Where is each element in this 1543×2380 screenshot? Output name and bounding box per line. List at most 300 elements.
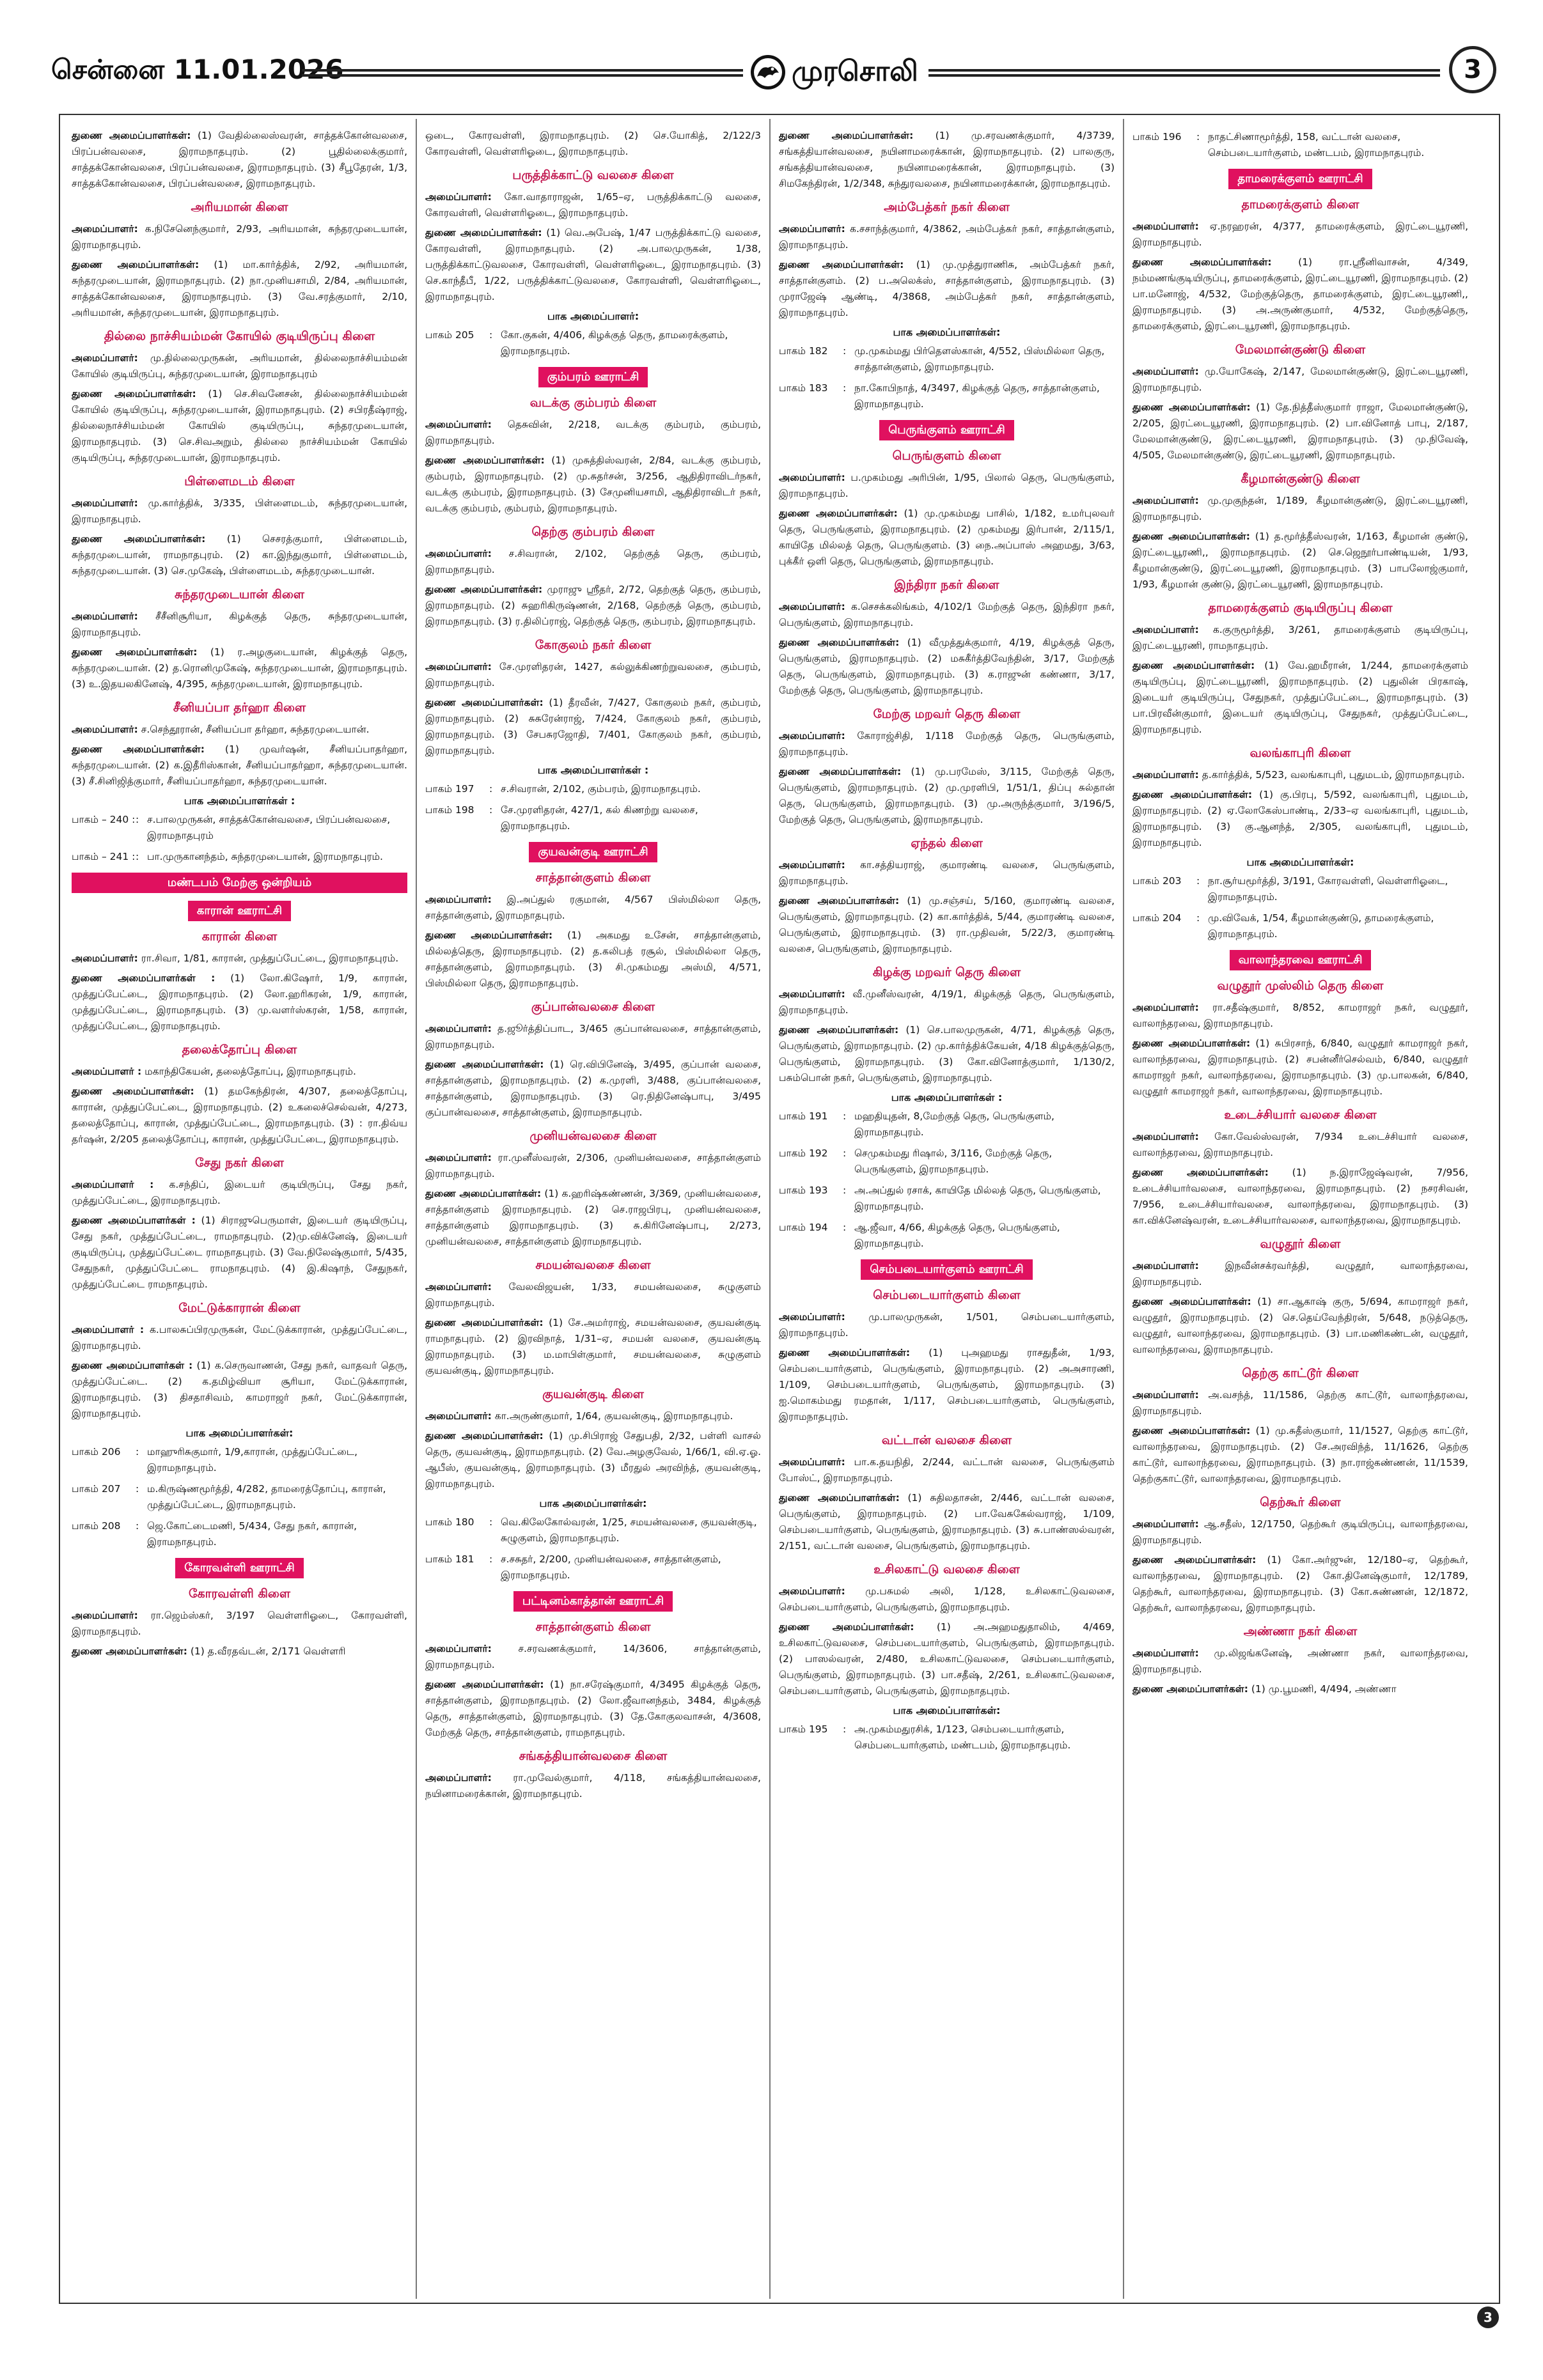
entry-details: (1) செசரத்குமார், பிள்ளைமடம், சுந்தரமுடையான், ராமநாதபுரம். (2) கா.இந்துகுமார், பிள்ளைமடம், சுந்தரமுடையான். (3) செ.முகேஷ், பிள்ளைமடம், சுந்தரமுடையான்.: [72, 533, 407, 577]
branch-heading: அம்பேத்கர் நகர் கிளை: [884, 200, 1010, 214]
branch-heading: சீனியப்பா தர்ஹா கிளை: [173, 701, 306, 715]
booth-subheading: பாக அமைப்பாளர்கள்:: [539, 1497, 647, 1509]
entry-details: (1) சிராஜுபெருமாள், இடையர் குடியிருப்பு, சேது நகர், முத்துப்பேட்டை, ராமநாதபுரம். (2)மு.விக்னேஷ், இடையர் குடியிருப்பு, முத்துப்பேட்டை ராமநாதபுரம். (3) வே.நிலேஷ்குமார், 5/435, சேதுநகர், முத்துப்பேட்டை ராமநாதபுரம். (4) இ.கிஷாந், சேதுநகர், முத்துப்பேட்டை ராமநாதபுரம்.: [72, 1215, 407, 1290]
booth-number: பாகம் 204: [1132, 912, 1182, 924]
booth-separator: :: [489, 1553, 493, 1565]
entry-details: (1) க.செருவாணன், சேது நகர், வாதவர் தெரு, முத்துப்பேட்டை. (2) க.தமிழ்வியா சூரியா, மேட்டுக்காரான், இராமநாதபுரம். (3) திசதாசிவம், காமராஜர் நகர், மேட்டுக்காரான், இராமநாதபுரம்.: [72, 1360, 407, 1419]
entry-details: க.சசாந்த்குமார், 4/3862, அம்பேத்கர் நகர், சாத்தான்குளம், இராமநாதபுரம்.: [779, 223, 1115, 251]
booth-subheading: பாக அமைப்பாளர்:: [547, 310, 639, 322]
entry-paragraph: [425, 1279, 761, 1311]
entry-role-label: துணை அமைப்பாளர்கள்:: [779, 766, 902, 777]
entry-role-label: துணை அமைப்பாளர்கள்:: [425, 1188, 542, 1199]
entry-role-label: துணை அமைப்பாளர்கள்:: [72, 646, 198, 658]
entry-details: கோ.வேல்ஸ்வரன், 7/934 உடைச்சியார் வலசை, வாலாந்தரவை, இராமநாதபுரம்.: [1132, 1131, 1468, 1158]
entry-role-label: துணை அமைப்பாளர்கள்:: [779, 508, 898, 519]
booth-entry: [779, 343, 1115, 375]
entry-role-label: துணை அமைப்பாளர்கள்:: [1132, 401, 1251, 413]
masthead-logo: [749, 50, 922, 92]
branch-heading: மேலமான்குண்டு கிளை: [1235, 343, 1366, 357]
entry-details: (1) வேதில்லைஸ்வரன், சாத்தக்கோன்வலசை, பிரப்பன்வலசை, இராமநாதபுரம். (2) பூதில்லைக்குமார், சாத்தக்கோன்வலசை, பிரப்பன்வலசை, இராமநாதபுரம். (3) சீபூதேரன், 1/3, சாத்தக்கோன்வலசை, பிரப்பன்வலசை, இராமநாதபுரம்.: [72, 130, 407, 189]
branch-heading: கோகுலம் நகர் கிளை: [535, 638, 652, 652]
panchayat-banner: கும்பரம் ஊராட்சி: [538, 367, 648, 387]
entry-details: ரா.சதீஷ்குமார், 8/852, காமராஜர் நகர், வழுதூர், வாலாந்தரவை, இராமநாதபுரம்.: [1132, 1002, 1468, 1029]
entry-role-label: துணை அமைப்பாளர்கள்:: [425, 697, 544, 708]
entry-details: பா.க.தயநிதி, 2/244, வட்டான் வலசை, பெருங்குளம் போஸ்ட், இராமநாதபுரம்.: [779, 1456, 1115, 1484]
entry-details: (1) வே.ஹமீரான், 1/244, தாமரைக்குளம் குடியிருப்பு, இரட்டையூரணி, இராமநாதபுரம். (2) புதுலின் பிரகாஷ், இடையர் குடியிருப்பு, சேதுநகர், முத்துப்பேட்டை, இராமநாதபுரம். (3) பா.பிரவீன்குமார், இடையர் குடியிருப்பு, சேதுநகர், முத்துப்பேட்டை, இராமநாதபுரம்.: [1132, 660, 1468, 735]
panchayat-banner: காரான் ஊராட்சி: [188, 901, 291, 921]
entry-paragraph: [425, 225, 761, 305]
booth-subheading: பாக அமைப்பாளர்கள் :: [184, 795, 295, 807]
entry-paragraph: [1132, 787, 1468, 851]
entry-paragraph: [425, 695, 761, 759]
entry-paragraph: [779, 893, 1115, 957]
entry-role-label: துணை அமைப்பாளர்கள்:: [425, 227, 542, 238]
masthead: [51, 46, 1500, 97]
branch-heading: கிழக்கு மறவர் தெரு கிளை: [872, 965, 1021, 979]
entry-paragraph: [72, 221, 407, 253]
entry-paragraph: [72, 951, 407, 967]
entry-role-label: அமைப்பாளர்:: [779, 1585, 845, 1597]
entry-role-label: அமைப்பாளர்:: [425, 191, 492, 203]
booth-details: கோ.குகன், 4/406, கிழக்குத் தெரு, தாமரைக்குளம், இராமநாதபுரம்.: [501, 329, 728, 357]
entry-role-label: அமைப்பாளர்:: [425, 1152, 492, 1163]
entry-role-label: துணை அமைப்பாளர்கள்:: [1132, 789, 1253, 800]
branch-heading: சாத்தான்குளம் கிளை: [535, 1620, 651, 1634]
branch-heading: செம்படையார்குளம் கிளை: [873, 1288, 1021, 1302]
entry-paragraph: [72, 1177, 407, 1209]
entry-details: அ.வசந்த், 11/1586, தெற்கு காட்டூர், வாலாந்தரவை, இராமநாதபுரம்.: [1132, 1389, 1468, 1417]
branch-heading: தெற்கு காட்டூர் கிளை: [1242, 1366, 1359, 1380]
entry-details: (1) மு.முகம்மது பாசில், 1/182, உமர்புலவர் தெரு, பெருங்குளம், இராமநாதபுரம். (2) முகம்மது இர்பான், 2/115/1, காயிதே மில்லத் தெரு, பெருங்குளம். (3) நை.அப்பாஸ் அஹமது, 3/63, புக்கீர் ஒளி தெரு, பெருங்குளம், இராமநாதபுரம்.: [779, 508, 1115, 567]
entry-role-label: அமைப்பாளர்:: [425, 1023, 492, 1034]
entry-paragraph: [1132, 1387, 1468, 1419]
branch-heading: வழுதூர் முஸ்லிம் தெரு கிளை: [1217, 979, 1384, 993]
entry-paragraph: [425, 417, 761, 449]
entry-paragraph: [779, 1309, 1115, 1341]
entry-details: (1) ரெ.விபினேஷ், 3/495, குப்பான் வலசை, சாத்தான்குளம், இராமநாதபுரம். (2) க.முரளி, 3/488, குப்பான்வலசை, சாத்தான்குளம், இராமநாதபுரம். (3) ரெ.நிதினேஷ்பாபு, 3/495 குப்பான்வலசை, சாத்தான்குளம், இராமநாதபுரம்.: [425, 1059, 761, 1118]
entry-paragraph: [425, 582, 761, 630]
column-rule: [1123, 119, 1124, 2299]
entry-details: மு.யோகேஷ், 2/147, மேலமான்குண்டு, இரட்டையூரணி, இராமநாதபுரம்.: [1132, 366, 1468, 393]
entry-role-label: அமைப்பாளர் :: [72, 1324, 145, 1335]
entry-role-label: துணை அமைப்பாளர்கள்:: [72, 533, 206, 545]
entry-role-label: அமைப்பாளர்:: [72, 497, 138, 509]
entry-details: க.நிசேனெந்குமார், 2/93, அரியமான், சுந்தரமுடையான், இராமநாதபுரம்.: [72, 223, 407, 251]
booth-number: பாகம் 207: [72, 1483, 121, 1495]
booth-entry: [72, 812, 407, 844]
entry-role-label: துணை அமைப்பாளர்கள்:: [1132, 660, 1255, 671]
booth-separator: :: [1196, 912, 1200, 924]
booth-separator: :: [136, 814, 139, 825]
entry-paragraph: [72, 722, 407, 738]
entry-role-label: அமைப்பாளர்:: [1132, 624, 1199, 635]
entry-role-label: அமைப்பாளர்:: [425, 1281, 492, 1293]
booth-number: பாகம் 195: [779, 1723, 828, 1735]
entry-details: ரா.ஜெம்ஸ்கர், 3/197 வெள்ளரிஓடை, கோரவள்ளி, இராமநாதபுரம்.: [72, 1610, 407, 1637]
booth-entry: [425, 802, 761, 834]
entry-paragraph: [1132, 493, 1468, 525]
entry-role-label: துணை அமைப்பாளர்கள்:: [779, 895, 900, 906]
footer-page-number: 3: [1477, 2306, 1499, 2328]
entry-paragraph: [425, 1677, 761, 1741]
booth-details: மஹதியுதன், 8,மேற்குத் தெரு, பெருங்குளம், இராமநாதபுரம்.: [854, 1110, 1054, 1138]
entry-paragraph: [72, 531, 407, 579]
entry-role-label: அமைப்பாளர்:: [425, 661, 492, 673]
entry-paragraph: [425, 1315, 761, 1379]
entry-paragraph: [1132, 254, 1468, 334]
entry-paragraph: [1132, 1000, 1468, 1032]
entry-paragraph: [72, 1358, 407, 1422]
entry-role-label: துணை அமைப்பாளர்கள்:: [72, 259, 200, 270]
entry-paragraph: [779, 128, 1115, 192]
entry-paragraph: [72, 386, 407, 466]
branch-heading: சங்கத்தியான்வலசை கிளை: [519, 1749, 668, 1763]
booth-entry: [72, 849, 407, 865]
entry-role-label: துணை அமைப்பாளர்கள்:: [425, 1059, 544, 1070]
entry-role-label: அமைப்பாளர்:: [72, 724, 138, 735]
booth-number: பாகம் – 241 :: [72, 851, 136, 862]
booth-number: பாகம் 191: [779, 1110, 828, 1122]
entry-role-label: துணை அமைப்பாளர்கள்:: [1132, 256, 1272, 268]
booth-entry: [425, 781, 761, 797]
entry-role-label: துணை அமைப்பாளர்கள்:: [425, 455, 545, 466]
booth-subheading: பாக அமைப்பாளர்கள் :: [891, 1091, 1003, 1103]
booth-entry: [779, 1220, 1115, 1252]
branch-heading: அரியமான் கிளை: [191, 200, 288, 214]
entry-paragraph: [1132, 1423, 1468, 1487]
entry-details: (1) முவர்ஷன், சீனியப்பாதர்ஹா, சுந்தரமுடையான். (2) க.இதீரிஸ்கான், சீனியப்பாதர்ஹா, சுந்தரமுடையான். (3) சீ.சினிஜித்குமார், சீனியப்பாதர்ஹா, சுந்தரமுடையான்.: [72, 743, 407, 787]
booth-number: பாகம் 196: [1132, 131, 1182, 143]
booth-separator: :: [1196, 131, 1200, 143]
union-banner: மண்டபம் மேற்கு ஒன்றியம்: [72, 873, 407, 893]
entry-details: ச.சிவரான், 2/102, தெற்குத் தெரு, கும்பரம், இராமநாதபுரம்.: [425, 548, 761, 575]
booth-number: பாகம் – 240 :: [72, 814, 136, 825]
booth-entry: [425, 1514, 761, 1546]
booth-subheading: பாக அமைப்பாளர்கள்:: [185, 1427, 294, 1439]
entry-paragraph: [72, 1608, 407, 1640]
entry-paragraph: [425, 1641, 761, 1673]
entry-details: (1) முசுத்திஸ்வரன், 2/84, வடக்கு கும்பரம், கும்பரம், இராமநாதபுரம். (2) மு.சுதர்சன், 3/256, ஆதிதிராவிடர்நகர், வடக்கு கும்பரம், இராமநாதபுரம். (3) சேமுனியசாமி, ஆதிதிராவிடர் நகர், வடக்கு கும்பரம், கும்பரம், இராமநாதபுரம்.: [425, 455, 761, 514]
booth-separator: :: [489, 783, 493, 795]
branch-heading: சேது நகர் கிளை: [195, 1156, 284, 1170]
booth-number: பாகம் 194: [779, 1222, 828, 1233]
entry-paragraph: [779, 1022, 1115, 1086]
entry-role-label: அமைப்பாளர்:: [779, 988, 845, 1000]
booth-details: நா.சூர்யமூர்த்தி, 3/191, கோரவள்ளி, வெள்ளரிஓடை, இராமநாதபுரம்.: [1208, 875, 1448, 903]
entry-details: (1) சா.ஆகாஷ் குரு, 5/694, காமராஜர் நகர், வழுதூர், இராமநாதபுரம். (2) செ.தெய்வேந்திரன், 5/648, நடுத்தெரு, வழுதூர், வாலாந்தரவை, இராமநாதபுரம். (3) பா.மணிகண்டன், வழுதூர், வாலாந்தரவை, இராமநாதபுரம்.: [1132, 1296, 1468, 1355]
entry-role-label: அமைப்பாளர்:: [425, 1410, 492, 1422]
entry-paragraph: [72, 1213, 407, 1293]
entry-role-label: துணை அமைப்பாளர்கள்:: [1132, 1683, 1248, 1695]
entry-details: க.செசக்கலிங்கம், 4/102/1 மேற்குத் தெரு, இந்திரா நகர், பெருங்குளம், இராமநாதபுரம்.: [779, 601, 1115, 628]
column-4: [1132, 128, 1468, 2295]
entry-details: ஆ.சதீஸ், 12/1750, தெற்கூர் குடியிருப்பு, வாலாந்தரவை, இராமநாதபுரம்.: [1132, 1518, 1468, 1546]
entry-role-label: துணை அமைப்பாளர்கள்:: [72, 388, 196, 400]
booth-separator: :: [843, 1110, 847, 1122]
booth-details: பா.முருகானந்தம், சுந்தரமுடையான், இராமநாதபுரம்.: [147, 851, 383, 862]
booth-entry: [1132, 910, 1468, 942]
entry-role-label: துணை அமைப்பாளர்கள்:: [1132, 1425, 1251, 1436]
entry-role-label: துணை அமைப்பாளர்கள்:: [425, 1317, 544, 1328]
entry-paragraph: [1132, 1294, 1468, 1358]
booth-separator: :: [489, 804, 493, 816]
entry-details: (1) தமகேந்திரன், 4/307, தலைத்தோப்பு, காரான், முத்துப்பேட்டை, இராமநாதபுரம். (2) உகலைச்செல்வன், 4/273, தலைத்தோப்பு, காரான், முத்துப்பேட்டை, இராமநாதபுரம். (3) : ரா.திவ்ய தர்ஷன், 2/205 தலைத்தோப்பு, காரான், முத்துப்பேட்டை, இராமநாதபுரம்.: [72, 1085, 407, 1145]
booth-details: ச.பாலமுருகன், சாத்தக்கோன்வலசை, பிரப்பன்வலசை, இராமநாதபுரம்: [147, 814, 391, 841]
entry-paragraph: [425, 1408, 761, 1424]
booth-entry: [779, 1722, 1115, 1754]
entry-paragraph: [1132, 1036, 1468, 1100]
entry-details: (1) தே.நித்தீஸ்குமார் ராஜா, மேலமான்குண்டு, 2/205, இரட்டையூரணி, இராமநாதபுரம். (2) பா.வினோத் பாபு, 2/187, மேலமான்குண்டு, இரட்டையூரணி, இராமநாதபுரம். (3) மு.நிவேஷ், 4/505, மேலமான்குண்டு, இரட்டையூரணி, இராமநாதபுரம்.: [1132, 401, 1468, 461]
entry-details: (1) நா.சரேஷ்குமார், 4/3495 கிழக்குத் தெரு, சாத்தான்குளம், இராமநாதபுரம். (2) லோ.ஜீவானந்தம், 3484, கிழக்குத் தெரு, சாத்தான்குளம், இராமநாதபுரம். (3) தே.கோகுலவாசன், 4/3608, மேற்குத் தெரு, சாத்தான்குளம், ராமநாதபுரம்.: [425, 1679, 761, 1738]
entry-details: மகாந்திகேயன், தலைத்தோப்பு, இராமநாதபுரம்.: [141, 1066, 356, 1077]
entry-role-label: அமைப்பாளர்:: [1132, 1389, 1199, 1401]
entry-paragraph: [425, 546, 761, 578]
entry-details: (1) க.ஹரிஷ்கண்ணன், 3/369, முனியன்வலசை, சாத்தான்குளம் இராமநாதபுரம். (2) செ.ராஜபிரபு, முனியன்வலசை, சாத்தான்குளம் இராமநாதபுரம். (3) சு.கிரினேஷ்பாபு, 2/273, முனியன்வலசை, சாத்தான்குளம் இராமநாதபுரம்.: [425, 1188, 761, 1247]
branch-heading: மேட்டுக்காரான் கிளை: [178, 1301, 301, 1315]
entry-role-label: அமைப்பாளர்:: [779, 730, 845, 742]
branch-heading: தில்லை நாச்சியம்மன் கோயில் குடியிருப்பு கிளை: [104, 329, 375, 343]
booth-entry: [779, 1146, 1115, 1178]
entry-role-label: துணை அமைப்பாளர்கள்:: [425, 929, 553, 941]
booth-separator: :: [843, 1147, 847, 1159]
entry-details: (1) மா.கார்த்திக், 2/92, அரியமான், சுந்தரமுடையான், இராமநாதபுரம். (2) நா.முனியசாமி, 2/84, அரியமான், சாத்தக்கோன்வலசை, இராமநாதபுரம். (3) வே.சரத்குமார், 2/10, அரியமான், சுந்தரமுடையான், இராமநாதபுரம்.: [72, 259, 407, 318]
branch-heading: கோரவள்ளி கிளை: [188, 1587, 291, 1601]
entry-details: கா.சத்தியராஜ், குமாரண்டி வலசை, பெருங்குளம், இராமநாதபுரம்.: [779, 859, 1115, 887]
booth-separator: :: [843, 1185, 847, 1196]
entry-details: (1) ரா.ஸ்ரீனிவாசன், 4/349, நம்மணங்குடியிருப்பு, தாமரைக்குளம், இரட்டையூரணி, இராமநாதபுரம். (2) பா.மனோஜ், 4/532, மேற்குத்தெரு, தாமரைக்குளம், இரட்டையூரணி,, இராமநாதபுரம். (3) அ.அருண்குமார், 4/532, மேற்குத்தெரு, தாமரைக்குளம், இரட்டையூரணி, இராமநாதபுரம்.: [1132, 256, 1468, 332]
entry-paragraph: [1132, 1681, 1468, 1697]
entry-details: (1) மு.முத்துராணிசு, அம்பேத்கர் நகர், சாத்தான்குளம். (2) ப.அலெக்ஸ், சாத்தான்குளம், இராமநாதபுரம். (3) முராஜேஷ் ஆண்டி, 4/3868, அம்பேத்கர் நகர், சாத்தான்குளம், இராமநாதபுரம்.: [779, 259, 1115, 318]
entry-details: (1) மு.சஞ்சய், 5/160, குமாரண்டி வலசை, பெருங்குளம், இராமநாதபுரம். (2) கா.கார்த்திக், 5/44, குமாரண்டி வலசை, பெருங்குளம், இராமநாதபுரம். (3) ரா.முதிவன், 5/22/3, குமாரண்டி வலசை, பெருங்குளம், இராமநாதபுரம்.: [779, 895, 1115, 954]
column-3: [779, 128, 1115, 2295]
entry-paragraph: [1132, 767, 1468, 783]
booth-number: பாகம் 206: [72, 1446, 121, 1458]
entry-paragraph: [779, 1490, 1115, 1554]
entry-details: (1) தீரவீன், 7/427, கோகுலம் நகர், கும்பரம், இராமநாதபுரம். (2) சுசுரேன்ராஜ், 7/424, கோகுலம் நகர், கும்பரம், இராமநாதபுரம். (3) சேபசுரஜோதி, 7/401, கோகுலம் நகர், கும்பரம், இராமநாதபுரம்.: [425, 697, 761, 756]
entry-paragraph: [425, 928, 761, 992]
booth-entry: [425, 327, 761, 359]
booth-entry: [779, 380, 1115, 412]
entry-role-label: அமைப்பாளர்:: [1132, 1647, 1199, 1659]
entry-paragraph: [779, 1454, 1115, 1486]
column-rule: [416, 119, 417, 2299]
entry-role-label: துணை அமைப்பாளர்கள்:: [72, 1085, 194, 1097]
entry-details: ப.முகம்மது அரிபின், 1/95, பிலால் தெரு, பெருங்குளம், இராமநாதபுரம்.: [779, 472, 1115, 499]
entry-details: (1) த.மூர்த்தீஸ்வரன், 1/163, கீழமான் குண்டு, இரட்டையூரணி,, இராமநாதபுரம். (2) செ.ஜெநூர்பாண்டியன், 1/93, கீழமான்குண்டு, இரட்டையூரணி, இராமநாதபுரம். (3) பாபலோஜ்குமார், 1/93, கீழமான் குண்டு, இரட்டையூரணி, இராமநாதபுரம்.: [1132, 531, 1468, 590]
booth-details: மாஹுரிசுகுமார், 1/9,காரான், முத்துப்பேட்டை, இராமநாதபுரம்.: [147, 1446, 358, 1474]
entry-details: த.கார்த்திக், 5/523, வலங்காபுரி, புதுமடம், இராமநாதபுரம்.: [1198, 769, 1465, 781]
entry-role-label: அமைப்பாளர்:: [779, 859, 845, 871]
entry-paragraph: [1132, 1165, 1468, 1229]
branch-heading: தாமரைக்குளம் கிளை: [1241, 198, 1359, 212]
entry-role-label: அமைப்பாளர்:: [425, 1772, 492, 1784]
booth-entry: [1132, 873, 1468, 905]
entry-paragraph: [425, 1770, 761, 1802]
branch-heading: வலங்காபுரி கிளை: [1249, 746, 1351, 760]
branch-heading: வழுதூர் கிளை: [1260, 1237, 1341, 1251]
entry-paragraph: [779, 857, 1115, 889]
entry-paragraph: [72, 970, 407, 1034]
entry-role-label: அமைப்பாளர்:: [1132, 1002, 1199, 1013]
entry-role-label: துணை அமைப்பாளர்கள்:: [1132, 1167, 1269, 1178]
entry-details: கா.அருண்குமார், 1/64, குயவன்குடி, இராமநாதபுரம்.: [491, 1410, 733, 1422]
branch-heading: குப்பான்வலசை கிளை: [531, 1000, 655, 1014]
branch-heading: தாமரைக்குளம் குடியிருப்பு கிளை: [1208, 601, 1393, 615]
entry-paragraph: [779, 257, 1115, 321]
entry-role-label: அமைப்பாளர்:: [1132, 221, 1199, 232]
entry-paragraph: [779, 470, 1115, 502]
entry-paragraph: [779, 728, 1115, 760]
entry-details: கோ.வாதாராஜன், 1/65–ஏ, பருத்திக்காட்டு வலசை, கோரவள்ளி, வெள்ளரிஓடை, இராமநாதபுரம்.: [425, 191, 761, 219]
entry-details: வீ.முனீஸ்வரன், 4/19/1, கிழக்குத் தெரு, பெருங்குளம், இராமநாதபுரம்.: [779, 988, 1115, 1016]
entry-paragraph: [1132, 1129, 1468, 1161]
entry-paragraph: [779, 599, 1115, 631]
booth-separator: :: [843, 382, 847, 394]
branch-heading: இந்திரா நகர் கிளை: [894, 578, 999, 592]
entry-details: (1) அ.அஹமதுதாலிம், 4/469, உசிலகாட்டுவலசை, செம்படையார்குளம், பெருங்குளம், இராமநாதபுரம். (2) பாஸல்வரன், 2/480, உசிலகாட்டுவலசை, செம்படையார்குளம், பெருங்குளம், இராமநாதபுரம். (3) பா.சதீஷ், 2/261, உசிலகாட்டுவலசை, செம்படையார்குளம், பெருங்குளம், இராமநாதபுரம்.: [779, 1621, 1115, 1697]
branch-heading: பிள்ளைமடம் கிளை: [184, 474, 295, 488]
entry-details: சே.முரளிதரன், 1427, கல்லுக்கிணற்றுவலசை, கும்பரம், இராமநாதபுரம்.: [425, 661, 761, 688]
entry-role-label: துணை அமைப்பாளர்கள்:: [779, 1347, 911, 1358]
column-1: [72, 128, 407, 2295]
entry-role-label: துணை அமைப்பாளர்கள் :: [72, 1360, 193, 1371]
entry-details: ஏ.நரஹரன், 4/377, தாமரைக்குளம், இரட்டையூரணி, இராமநாதபுரம்.: [1132, 221, 1468, 248]
entry-role-label: துணை அமைப்பாளர்கள்:: [72, 1645, 187, 1657]
panchayat-banner: செம்படையார்குளம் ஊராட்சி: [861, 1259, 1032, 1280]
booth-details: அ.முகம்மதுரசிக், 1/123, செம்படையார்குளம், செம்படையார்குளம், மண்டபம், இராமநாதபுரம்.: [854, 1723, 1071, 1751]
entry-paragraph: [425, 659, 761, 691]
entry-role-label: அமைப்பாளர்:: [779, 223, 845, 235]
panchayat-banner: கோரவள்ளி ஊராட்சி: [175, 1558, 303, 1578]
booth-number: பாகம் 183: [779, 382, 828, 394]
entry-paragraph: [1132, 622, 1468, 654]
branch-heading: மேற்கு மறவர் தெரு கிளை: [873, 707, 1021, 721]
entry-role-label: அமைப்பாளர்:: [72, 611, 138, 622]
entry-paragraph: [1132, 1552, 1468, 1616]
branch-heading: பெருங்குளம் கிளை: [892, 449, 1001, 463]
entry-role-label: துணை அமைப்பாளர்கள் :: [72, 1215, 196, 1226]
entry-paragraph: [779, 1619, 1115, 1699]
entry-details: (1) சுதிலதாசன், 2/446, வட்டான் வலசை, பெருங்குளம், இராமநாதபுரம். (2) பா.வேசுகேல்வராஜ், 1/109, செம்படையார்குளம், பெருங்குளம், இராமநாதபுரம். (3) சு.பாண்ஸல்வரன், 2/151, வட்டான் வலசை, பெருங்குளம், இராமநாதபுரம்.: [779, 1492, 1115, 1552]
panchayat-banner: குயவன்குடி ஊராட்சி: [529, 842, 657, 862]
masthead-page-number: 3: [1449, 46, 1496, 93]
entry-details: தெசுவின், 2/218, வடக்கு கும்பரம், கும்பரம், இராமநாதபுரம்.: [425, 419, 761, 446]
entry-details: ச.செந்தூரான், சீனியப்பா தர்ஹா, சுந்தரமுடையான்.: [137, 724, 370, 735]
booth-entry: [425, 1552, 761, 1583]
branch-heading: ஏந்தல் கிளை: [911, 836, 983, 850]
entry-role-label: துணை அமைப்பாளர்கள்:: [779, 259, 904, 270]
entry-details: (1) ந.இராஜேஷ்வரன், 7/956, உடைச்சியார்வலசை, வாலாந்தரவை, இராமநாதபுரம். (2) நசரசிவன், 7/956, உடைச்சியார்வலசை, வாலாந்தரவை, இராமநாதபுரம். (3) கா.விக்னேஷ்வரன், உடைச்சியார்வலசை, வாலாந்தரவை, இராமநாதபுரம்.: [1132, 1167, 1468, 1226]
branch-heading: கீழமான்குண்டு கிளை: [1241, 472, 1360, 486]
entry-paragraph: [779, 1583, 1115, 1615]
entry-paragraph: [425, 1150, 761, 1182]
entry-details: மு.பசுமல் அலி, 1/128, உசிலகாட்டுவலசை, செம்படையார்குளம், பெருங்குளம், இராமநாதபுரம்.: [779, 1585, 1115, 1613]
booth-number: பாகம் 192: [779, 1147, 828, 1159]
entry-role-label: அமைப்பாளர்:: [72, 223, 138, 235]
entry-role-label: துணை அமைப்பாளர்கள் :: [72, 972, 215, 984]
booth-separator: :: [136, 1446, 139, 1458]
branch-heading: வட்டான் வலசை கிளை: [881, 1433, 1012, 1447]
entry-role-label: துணை அமைப்பாளர்கள்:: [72, 743, 205, 755]
entry-role-label: அமைப்பாளர்:: [72, 1610, 138, 1621]
entry-role-label: அமைப்பாளர்:: [1132, 769, 1199, 781]
entry-paragraph: [1132, 1645, 1468, 1677]
entry-paragraph: [72, 1644, 407, 1660]
booth-separator: :: [136, 1483, 139, 1495]
column-rule: [769, 119, 771, 2299]
booth-number: பாகம் 203: [1132, 875, 1182, 887]
panchayat-banner: தாமரைக்குளம் ஊராட்சி: [1228, 169, 1372, 189]
entry-details: ரா.சிவா, 1/81, காரான், முத்துப்பேட்டை, இராமநாதபுரம்.: [137, 953, 399, 964]
booth-details: நா.கோபிநாத், 4/3497, கிழக்குத் தெரு, சாத்தான்குளம், இராமநாதபுரம்.: [854, 382, 1100, 410]
booth-details: மு.முகம்மது பிர்தௌஸ்கான், 4/552, பிஸ்மில்லா தெரு, சாத்தான்குளம், இராமநாதபுரம்.: [854, 345, 1105, 373]
entry-paragraph: [1132, 219, 1468, 251]
entry-role-label: அமைப்பாளர் :: [72, 1179, 154, 1190]
entry-paragraph: [1132, 1516, 1468, 1548]
entry-paragraph: [425, 1021, 761, 1053]
entry-details: (1) கோ.அர்ஜுன், 12/180–ஏ, தெற்கூர், வாலாந்தரவை, இராமநாதபுரம். (2) கோ.தினேஷ்குமார், 12/1789, தெற்கூர், வாலாந்தரவை, இராமநாதபுரம். (3) கோ.சுண்ணன், 12/1872, தெற்கூர், வாலாந்தரவை, இராமநாதபுரம்.: [1132, 1554, 1468, 1614]
booth-separator: :: [843, 1222, 847, 1233]
entry-paragraph: [72, 644, 407, 692]
entry-details: க.பாலசுப்பிரமுருகன், மேட்டுக்காரான், முத்துப்பேட்டை, இராமநாதபுரம்.: [72, 1324, 407, 1351]
booth-subheading: பாக அமைப்பாளர்கள்:: [1246, 856, 1354, 868]
booth-details: சே.முரளிதரன், 427/1, கல் கிணற்று வலசை, இராமநாதபுரம்.: [501, 804, 698, 832]
entry-details: (1) புஅஹமது ராசதுதீன், 1/93, செம்படையார்குளம், பெருங்குளம், இராமநாதபுரம். (2) அஅசாரணி, 1/109, செம்படையார்குளம், பெருங்குளம், இராமநாதபுரம். (3) ஐ.மொகம்மது ரமதான், 1/117, செம்படையார்குளம், பெருங்குளம், இராமநாதபுரம்.: [779, 1347, 1115, 1422]
entry-details: (1) செ.சிவனேசன், தில்லைநாச்சியம்மன் கோயில் குடியிருப்பு, சுந்தரமுடையான், இராமநாதபுரம். (2) சபிரதீஷ்ராஜ், தில்லைநாச்சியம்மன் கோயில் குடியிருப்பு, சுந்தரமுடையான், இராமநாதபுரம். (3) செ.சிவஅறும், தில்லை நாச்சியம்மன் கோயில் குடியிருப்பு, சுந்தரமுடையான், இராமநாதபுரம்.: [72, 388, 407, 463]
entry-role-label: அமைப்பாளர்:: [1132, 1260, 1199, 1272]
booth-details: அ.அப்துல் ரசாக், காயிதே மில்லத் தெரு, பெருங்குளம், இராமநாதபுரம்.: [854, 1185, 1101, 1212]
entry-details: (1) வீமுத்துக்குமார், 4/19, கிழக்குத் தெரு, பெருங்குளம், இராமநாதபுரம். (2) மசுகீர்த்திவேந்தின், 3/17, மேற்குத் தெரு, பெருங்குளம், இராமநாதபுரம். (3) க.ராஜுன் கண்ணா, 3/17, மேற்குத் தெரு, பெருங்குளம், இராமநாதபுரம்.: [779, 637, 1115, 696]
branch-heading: தெற்கூர் கிளை: [1260, 1495, 1341, 1509]
branch-heading: குயவன்குடி கிளை: [542, 1387, 644, 1401]
panchayat-banner: பட்டினம்காத்தான் ஊராட்சி: [513, 1591, 673, 1612]
booth-number: பாகம் 181: [425, 1553, 474, 1565]
entry-details: ரா.முவேல்குமார், 4/118, சங்கத்தியான்வலசை, நயினாமரைக்கான், இராமநாதபுரம்.: [425, 1772, 761, 1800]
entry-paragraph: [1132, 529, 1468, 593]
booth-details: ச.சிவரான், 2/102, கும்பரம், இராமநாதபுரம்.: [501, 783, 701, 795]
entry-details: மு.கார்த்திக், 3/335, பிள்ளைமடம், சுந்தரமுடையான், இராமநாதபுரம்.: [72, 497, 407, 525]
entry-role-label: துணை அமைப்பாளர்கள்:: [779, 1492, 900, 1504]
column-2: [425, 128, 761, 2295]
booth-subheading: பாக அமைப்பாளர்கள் :: [537, 764, 649, 776]
entry-paragraph: [779, 635, 1115, 699]
branch-heading: அண்ணா நகர் கிளை: [1243, 1624, 1358, 1638]
entry-details: ச.சரவணக்குமார், 14/3606, சாத்தான்குளம், இராமநாதபுரம்.: [425, 1643, 761, 1670]
entry-details: இ.அப்துல் ரகுமான், 4/567 பிஸ்மில்லா தெரு, சாத்தான்குளம், இராமநாதபுரம்.: [425, 894, 761, 921]
entry-details: சீசீனிசூரியா, கிழக்குத் தெரு, சுந்தரமுடையான், இராமநாதபுரம்.: [72, 611, 407, 638]
booth-number: பாகம் 208: [72, 1520, 121, 1532]
entry-paragraph: [425, 128, 761, 160]
masthead-paper-name: முரசொலி: [792, 55, 918, 88]
entry-details: (1) மு.பரமேஸ், 3/115, மேற்குத் தெரு, பெருங்குளம், இராமநாதபுரம். (2) மு.முரளிபி, 1/51/1, திப்பு சுல்தான் தெரு, பெருங்குளம், இராமநாதபுரம். (3) மு.அருந்த்குமார், 3/196/5, மேற்குத் தெரு, பெருங்குளம், இராமநாதபுரம்.: [779, 766, 1115, 825]
entry-paragraph: [425, 1057, 761, 1121]
entry-details: (1) த.வீரதவ்டன், 2/171 வெள்ளரி: [187, 1645, 346, 1657]
entry-details: இநவீன்சக்ரவர்த்தி, வழுதூர், வாலாந்தரவை, இராமநாதபுரம்.: [1132, 1260, 1468, 1287]
entry-paragraph: [1132, 658, 1468, 738]
entry-details: (1) வெ.அபேஷ், 1/47 பருத்திக்காட்டு வலசை, கோரவள்ளி, இராமநாதபுரம். (2) அ.பாலமுருகன், 1/38, பருத்திக்காட்டுவலசை, கோரவள்ளி, வெள்ளரிஓடை, இராமநாதபுரம். (3) செ.காந்தீபீ, 1/22, பருத்திக்காட்டுவலசை, கோரவள்ளி, வெள்ளரிஓடை, இராமநாதபுரம்.: [425, 227, 761, 302]
entry-role-label: துணை அமைப்பாளர்கள்:: [1132, 1554, 1257, 1566]
entry-role-label: அமைப்பாளர்:: [1132, 1518, 1199, 1530]
entry-details: வேலவிஜயன், 1/33, சமயன்வலசை, சுழுகுளம் இராமநாதபுரம்.: [425, 1281, 761, 1309]
masthead-rule-right: [928, 69, 1440, 77]
entry-role-label: அமைப்பாளர்:: [1132, 366, 1199, 377]
entry-details: (1) சுபிரசாந், 6/840, வழுதூர் காமராஜர் நகர், வாலாந்தரவை, இராமநாதபுரம். (2) சபன்னீர்செல்வம், 6/840, வழுதூர் காமராஜர் நகர், வாலாந்தரவை, இராமநாதபுரம். (3) மு.பாலகன், 6/840, வழுதூர் காமராஜர் நகர், வாலாந்தரவை, இராமநாதபுரம்.: [1132, 1038, 1468, 1097]
booth-separator: :: [1196, 875, 1200, 887]
entry-paragraph: [779, 506, 1115, 570]
entry-paragraph: [779, 1345, 1115, 1425]
entry-role-label: துணை அமைப்பாளர்கள்:: [1132, 1038, 1251, 1049]
entry-role-label: அமைப்பாளர்:: [779, 472, 845, 483]
